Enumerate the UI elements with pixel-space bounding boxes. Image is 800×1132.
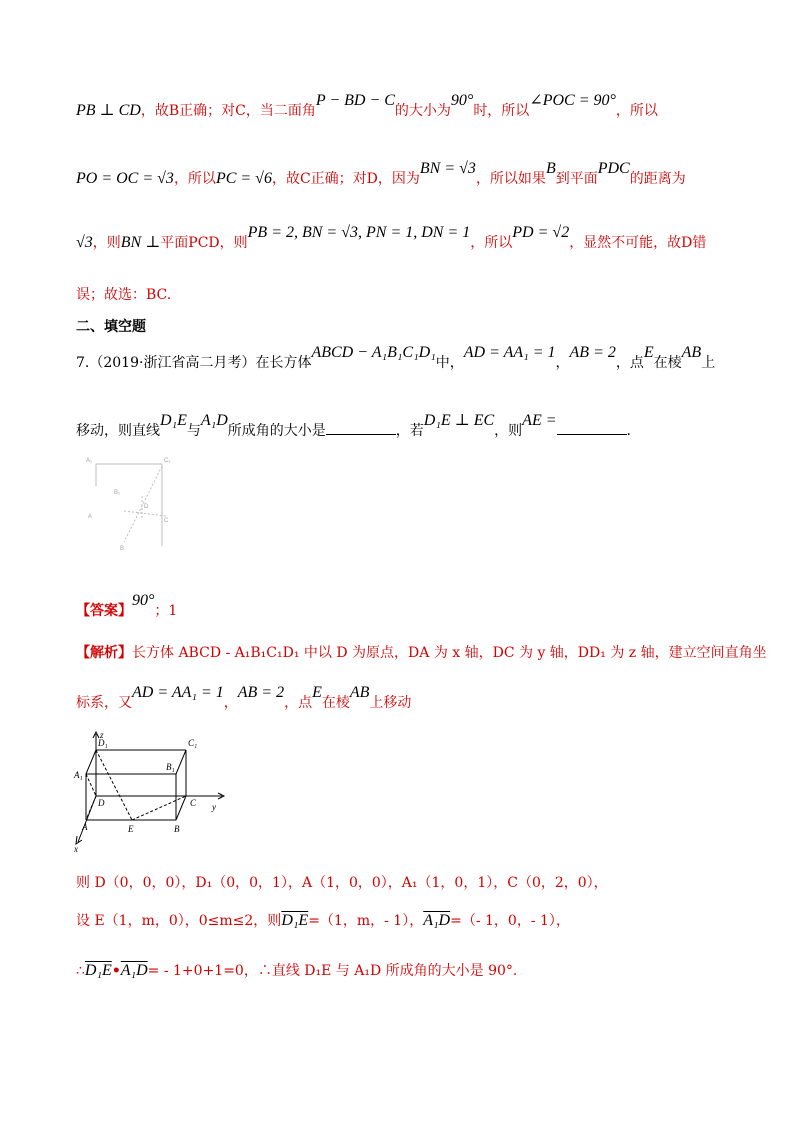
answer-blank-1 bbox=[326, 422, 396, 435]
analysis-label: 【解析】 bbox=[76, 645, 132, 661]
math-expr: PB ⊥ CD bbox=[76, 102, 141, 119]
section-title: 二、填空题 bbox=[76, 319, 146, 335]
solution-line-1: PB ⊥ CD，故B正确；对C，当二面角P − BD − C的大小为90°时，所以∠POC = 90°，所以 bbox=[76, 92, 658, 119]
solution-line-3: √3，则BN ⊥平面PCD，则PB = 2, BN = √3, PN = 1, DN = 1，所以PD = √2，显然不可能，故D错 bbox=[76, 224, 707, 251]
coords-line-3: ∴D₁E•A₁D= - 1+0+1=0，∴直线 D₁E 与 A₁D 所成角的大小是 90°. bbox=[76, 962, 518, 979]
svg-text:B: B bbox=[174, 824, 180, 834]
svg-text:A: A bbox=[88, 514, 93, 520]
question-7-line-1: 7.（2019·浙江省高二月考）在长方体ABCD − A₁B₁C₁D₁中，AD = AA₁ = 1，AB = 2，点E在棱AB上 bbox=[76, 344, 716, 371]
svg-text:C: C bbox=[190, 798, 197, 808]
coords-line-1: 则 D（0，0，0），D₁（0，0，1），A（1，0，0），A₁（1，0，1），C（0，2，0）， bbox=[76, 875, 608, 891]
coords-line-2: 设 E（1，m，0），0≤m≤2，则D₁E=（1，m，- 1），A₁D=（- 1，0，- 1）， bbox=[76, 912, 570, 929]
svg-text:B: B bbox=[120, 546, 125, 552]
svg-text:E: E bbox=[128, 824, 134, 834]
answer-label: 【答案】 bbox=[76, 603, 132, 619]
question-number: 7. bbox=[76, 355, 90, 371]
svg-text:C₁: C₁ bbox=[164, 458, 171, 464]
analysis-line-2: 标系，又AD = AA₁ = 1，AB = 2，点E在棱AB上移动 bbox=[76, 684, 412, 711]
vector-d1e: D₁E bbox=[281, 912, 309, 929]
cuboid-sketch bbox=[84, 456, 194, 556]
svg-text:z: z bbox=[100, 730, 104, 740]
cuboid-diagram bbox=[62, 730, 232, 855]
answer-line: 【答案】90°；1 bbox=[76, 592, 178, 619]
svg-text:D: D bbox=[144, 504, 149, 510]
svg-text:x: x bbox=[74, 844, 78, 854]
svg-text:D₁: D₁ bbox=[98, 738, 108, 748]
svg-text:B₁: B₁ bbox=[114, 490, 121, 496]
fig-label: A₁ bbox=[86, 458, 93, 464]
svg-text:y: y bbox=[212, 802, 216, 812]
svg-text:B₁: B₁ bbox=[166, 762, 175, 772]
small-figure bbox=[84, 456, 194, 560]
solution-line-4: 误；故选：BC. bbox=[76, 287, 172, 303]
vector-a1d: A₁D bbox=[423, 912, 451, 929]
svg-text:A: A bbox=[82, 822, 88, 832]
analysis-line-1: 【解析】长方体 ABCD - A₁B₁C₁D₁ 中以 D 为原点，DA 为 x 轴，DC 为 y 轴，DD₁ 为 z 轴，建立空间直角坐 bbox=[76, 645, 767, 661]
cuboid-figure bbox=[62, 730, 232, 859]
question-7-line-2: 移动，则直线D₁E与A₁D所成角的大小是 ，若D₁E ⊥ EC，则AE =. bbox=[76, 412, 631, 439]
answer-blank-2 bbox=[557, 422, 627, 435]
svg-text:C₁: C₁ bbox=[188, 738, 198, 748]
svg-text:D: D bbox=[98, 798, 105, 808]
solution-line-2: PO = OC = √3，所以PC = √6，故C正确；对D，因为BN = √3，所以如果B到平面PDC的距离为 bbox=[76, 160, 686, 187]
svg-text:A₁: A₁ bbox=[74, 770, 83, 780]
svg-text:C: C bbox=[164, 518, 169, 524]
